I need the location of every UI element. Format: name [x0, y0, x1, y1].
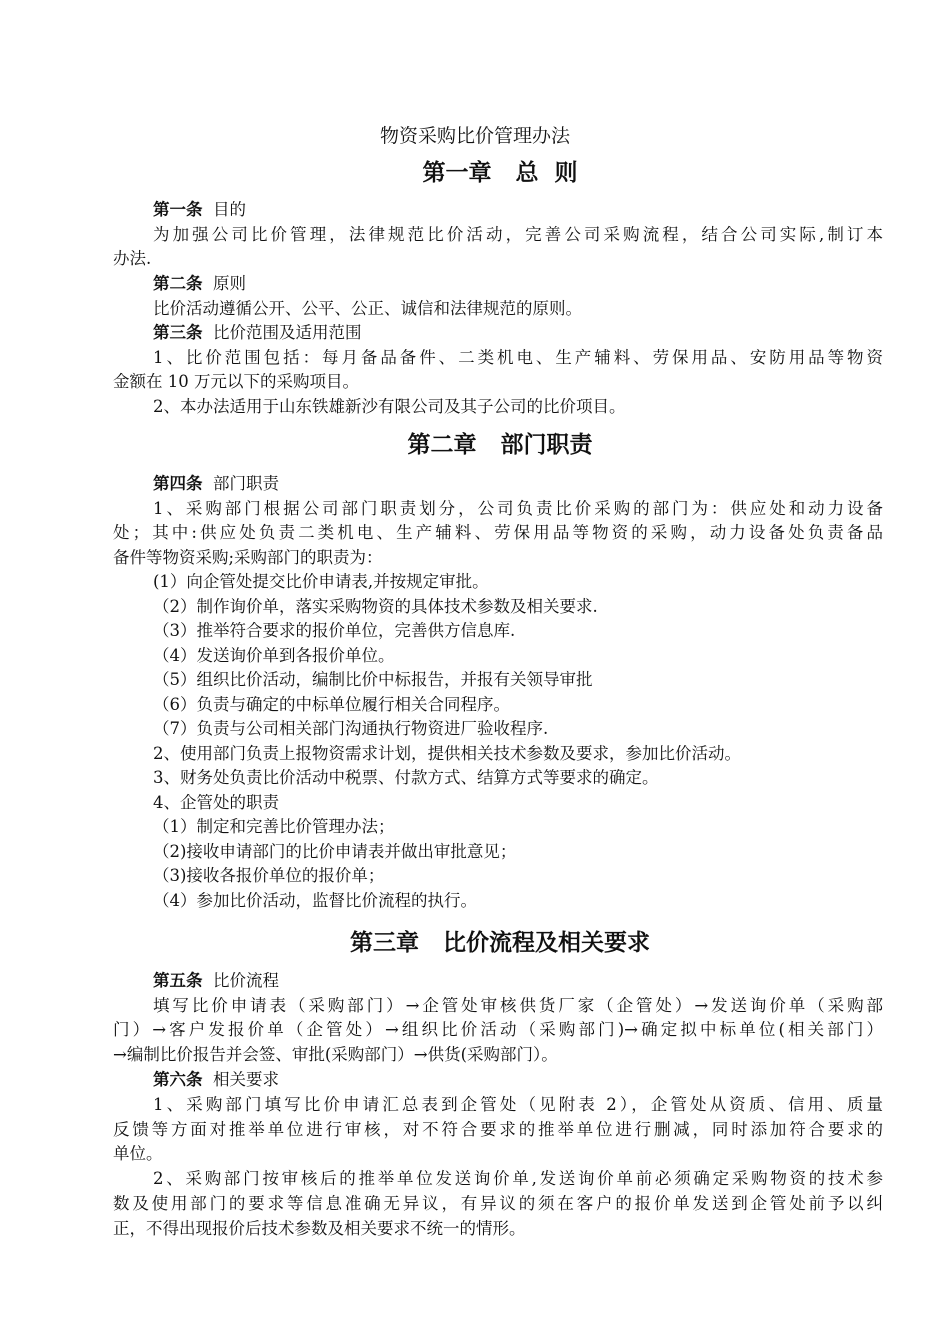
list-item: （1）制定和完善比价管理办法；	[153, 817, 395, 836]
paragraph-line: 反馈等方面对推举单位进行审核，对不符合要求的推举单位进行删减，同时添加符合要求的	[113, 1120, 883, 1139]
list-item: （4）参加比价活动，监督比价流程的执行。	[153, 891, 477, 910]
paragraph-line: 正，不得出现报价后技术参数及相关要求不统一的情形。	[113, 1219, 526, 1238]
paragraph-line: 1、采购部门填写比价申请汇总表到企管处（见附表 2），企管处从资质、信用、质量	[153, 1095, 883, 1114]
paragraph-line: 3、财务处负责比价活动中税票、付款方式、结算方式等要求的确定。	[153, 768, 659, 787]
article-1-heading	[153, 199, 246, 221]
list-item: （3）推举符合要求的报价单位，完善供方信息库.	[153, 621, 516, 640]
paragraph-line: 4、企管处的职责	[153, 793, 279, 812]
article-label: 第二条	[153, 274, 203, 293]
paragraph-line: 处；其中:供应处负责二类机电、生产辅料、劳保用品等物资的采购，动力设备处负责备品	[113, 523, 883, 542]
article-2-heading	[153, 273, 246, 295]
paragraph-line: 为加强公司比价管理，法律规范比价活动，完善公司采购流程，结合公司实际,制订本	[153, 225, 883, 244]
article-title: 目的	[213, 200, 246, 219]
article-4-heading	[153, 473, 279, 495]
article-title: 部门职责	[213, 474, 279, 493]
article-title: 比价范围及适用范围	[213, 323, 362, 342]
paragraph-line: 金额在 10 万元以下的采购项目。	[113, 372, 359, 391]
list-item: （4）发送询价单到各报价单位。	[153, 646, 395, 665]
list-item: （5）组织比价活动，编制比价中标报告，并报有关领导审批	[153, 670, 593, 689]
article-label: 第六条	[153, 1070, 203, 1089]
paragraph-line: 1、采购部门根据公司部门职责划分，公司负责比价采购的部门为：供应处和动力设备	[153, 499, 883, 518]
document-title: 物资采购比价管理办法	[379, 125, 570, 147]
article-label: 第四条	[153, 474, 203, 493]
article-label: 第一条	[153, 200, 203, 219]
article-5-heading	[153, 970, 279, 992]
chapter-3-heading: 第三章 比价流程及相关要求	[349, 929, 651, 956]
article-title: 原则	[213, 274, 246, 293]
article-title: 比价流程	[213, 971, 279, 990]
article-3-heading	[153, 322, 362, 344]
article-label: 第三条	[153, 323, 203, 342]
paragraph-line: 比价活动遵循公开、公平、公正、诚信和法律规范的原则。	[153, 299, 582, 318]
list-item: （2）制作询价单，落实采购物资的具体技术参数及相关要求.	[153, 597, 598, 616]
paragraph-line: 1、比价范围包括：每月备品备件、二类机电、生产辅料、劳保用品、安防用品等物资	[153, 348, 883, 367]
paragraph-line: 数及使用部门的要求等信息准确无异议，有异议的须在客户的报价单发送到企管处前予以纠	[113, 1194, 883, 1213]
paragraph-line: 2、采购部门按审核后的推举单位发送询价单,发送询价单前必须确定采购物资的技术参	[153, 1169, 883, 1188]
list-item: (1）向企管处提交比价申请表,并按规定审批。	[153, 572, 489, 591]
paragraph-line: 2、本办法适用于山东铁雄新沙有限公司及其子公司的比价项目。	[153, 397, 626, 416]
paragraph-line: 填写比价申请表（采购部门）→企管处审核供货厂家（企管处）→发送询价单（采购部	[153, 996, 883, 1015]
paragraph-line: 单位。	[113, 1144, 163, 1163]
article-label: 第五条	[153, 971, 203, 990]
paragraph-line: 备件等物资采购;采购部门的职责为：	[113, 548, 383, 567]
article-title: 相关要求	[213, 1070, 279, 1089]
list-item: （3)接收各报价单位的报价单；	[153, 866, 385, 885]
paragraph-line: 门）→客户发报价单（企管处）→组织比价活动（采购部门)→确定拟中标单位(相关部门）	[113, 1020, 883, 1039]
list-item: （2)接收申请部门的比价申请表并做出审批意见；	[153, 842, 517, 861]
paragraph-line: →编制比价报告并会签、审批(采购部门）→供货(采购部门）。	[113, 1045, 558, 1064]
list-item: （6）负责与确定的中标单位履行相关合同程序。	[153, 695, 510, 714]
paragraph-line: 2、使用部门负责上报物资需求计划，提供相关技术参数及要求，参加比价活动。	[153, 744, 741, 763]
chapter-1-heading: 第一章 总 则	[422, 159, 578, 186]
paragraph-line: 办法.	[113, 249, 152, 268]
article-6-heading	[153, 1069, 279, 1091]
chapter-2-heading: 第二章 部门职责	[407, 431, 593, 458]
list-item: （7）负责与公司相关部门沟通执行物资进厂验收程序.	[153, 719, 549, 738]
